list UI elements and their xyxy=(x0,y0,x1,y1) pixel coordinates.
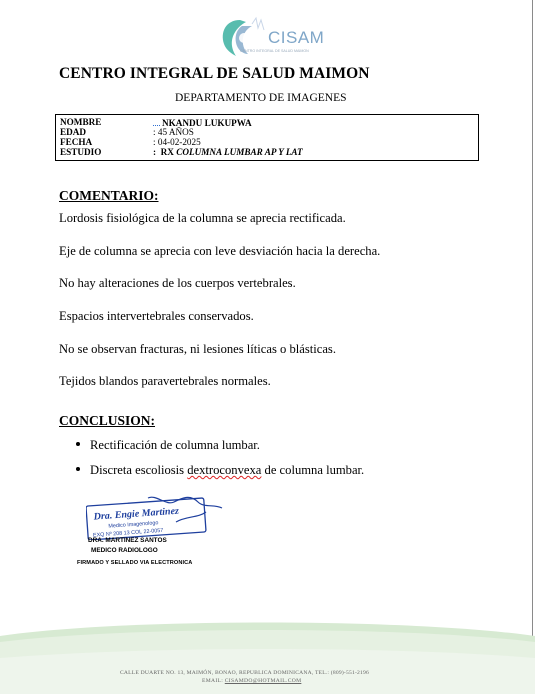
comentario-line: Espacios intervertebrales conservados. xyxy=(59,309,254,323)
logo-wordmark: CISAM xyxy=(268,28,325,47)
spellcheck-flagged-word: dextroconvexa xyxy=(187,463,262,477)
name-label: NOMBRE xyxy=(60,117,102,127)
doctor-title: MEDICO RADIOLOGO xyxy=(91,547,158,554)
footer-address: CALLE DUARTE NO. 13, MAIMÓN, BONAO, REPUBLICA DOMINICANA, TEL.: (809)-551-2196 xyxy=(120,670,369,676)
page-edge-rule xyxy=(532,0,533,694)
conclusion-item: Rectificación de columna lumbar. xyxy=(76,438,260,453)
spellcheck-mark xyxy=(153,117,160,126)
conclusion-heading: CONCLUSION: xyxy=(59,413,156,428)
conclusion-item: Discreta escoliosis dextroconvexa de columna lumbar. xyxy=(76,463,364,478)
date-value: : 04-02-2025 xyxy=(153,137,201,147)
clinic-name: CENTRO INTEGRAL DE SALUD MAIMON xyxy=(59,65,370,82)
study-label: ESTUDIO xyxy=(60,147,102,157)
bullet-icon xyxy=(76,442,80,446)
age-value: : 45 AÑOS xyxy=(153,127,194,137)
bullet-icon xyxy=(76,467,80,471)
doctor-stamp xyxy=(86,492,228,540)
comentario-line: Eje de columna se aprecia con leve desviación hacia la derecha. xyxy=(59,244,381,258)
comentario-line: No hay alteraciones de los cuerpos vertebrales. xyxy=(59,276,296,290)
comentario-line: No se observan fracturas, ni lesiones líticas o blásticas. xyxy=(59,342,336,356)
comentario-line: Lordosis fisiológica de la columna se aprecia rectificada. xyxy=(59,211,346,225)
footer-email: EMAIL: CISAMDO@HOTMAIL.COM xyxy=(202,678,302,684)
logo-subtitle: CENTRO INTEGRAL DE SALUD MAIMON xyxy=(240,49,309,53)
svg-text:Medico Imagenologo: Medico Imagenologo xyxy=(108,520,159,530)
name-value: NKANDU LUKUPWA xyxy=(153,117,252,128)
patient-info-box xyxy=(55,114,479,161)
svg-text:Dra. Engie Martinez: Dra. Engie Martinez xyxy=(93,505,180,523)
department-title: DEPARTAMENTO DE IMAGENES xyxy=(175,92,347,104)
doctor-name: DRA. MARTINEZ SANTOS xyxy=(88,537,167,544)
signed-note: FIRMADO Y SELLADO VIA ELECTRONICA xyxy=(77,560,193,566)
study-value: : RX COLUMNA LUMBAR AP Y LAT xyxy=(153,147,303,157)
date-label: FECHA xyxy=(60,137,93,147)
svg-text:EXQ Nº 208 13 COL 22-0057: EXQ Nº 208 13 COL 22-0057 xyxy=(92,527,164,539)
comentario-heading: COMENTARIO: xyxy=(59,188,159,203)
age-label: EDAD xyxy=(60,127,87,137)
comentario-line: Tejidos blandos paravertebrales normales. xyxy=(59,374,271,388)
email-link[interactable]: CISAMDO@HOTMAIL.COM xyxy=(224,678,302,684)
